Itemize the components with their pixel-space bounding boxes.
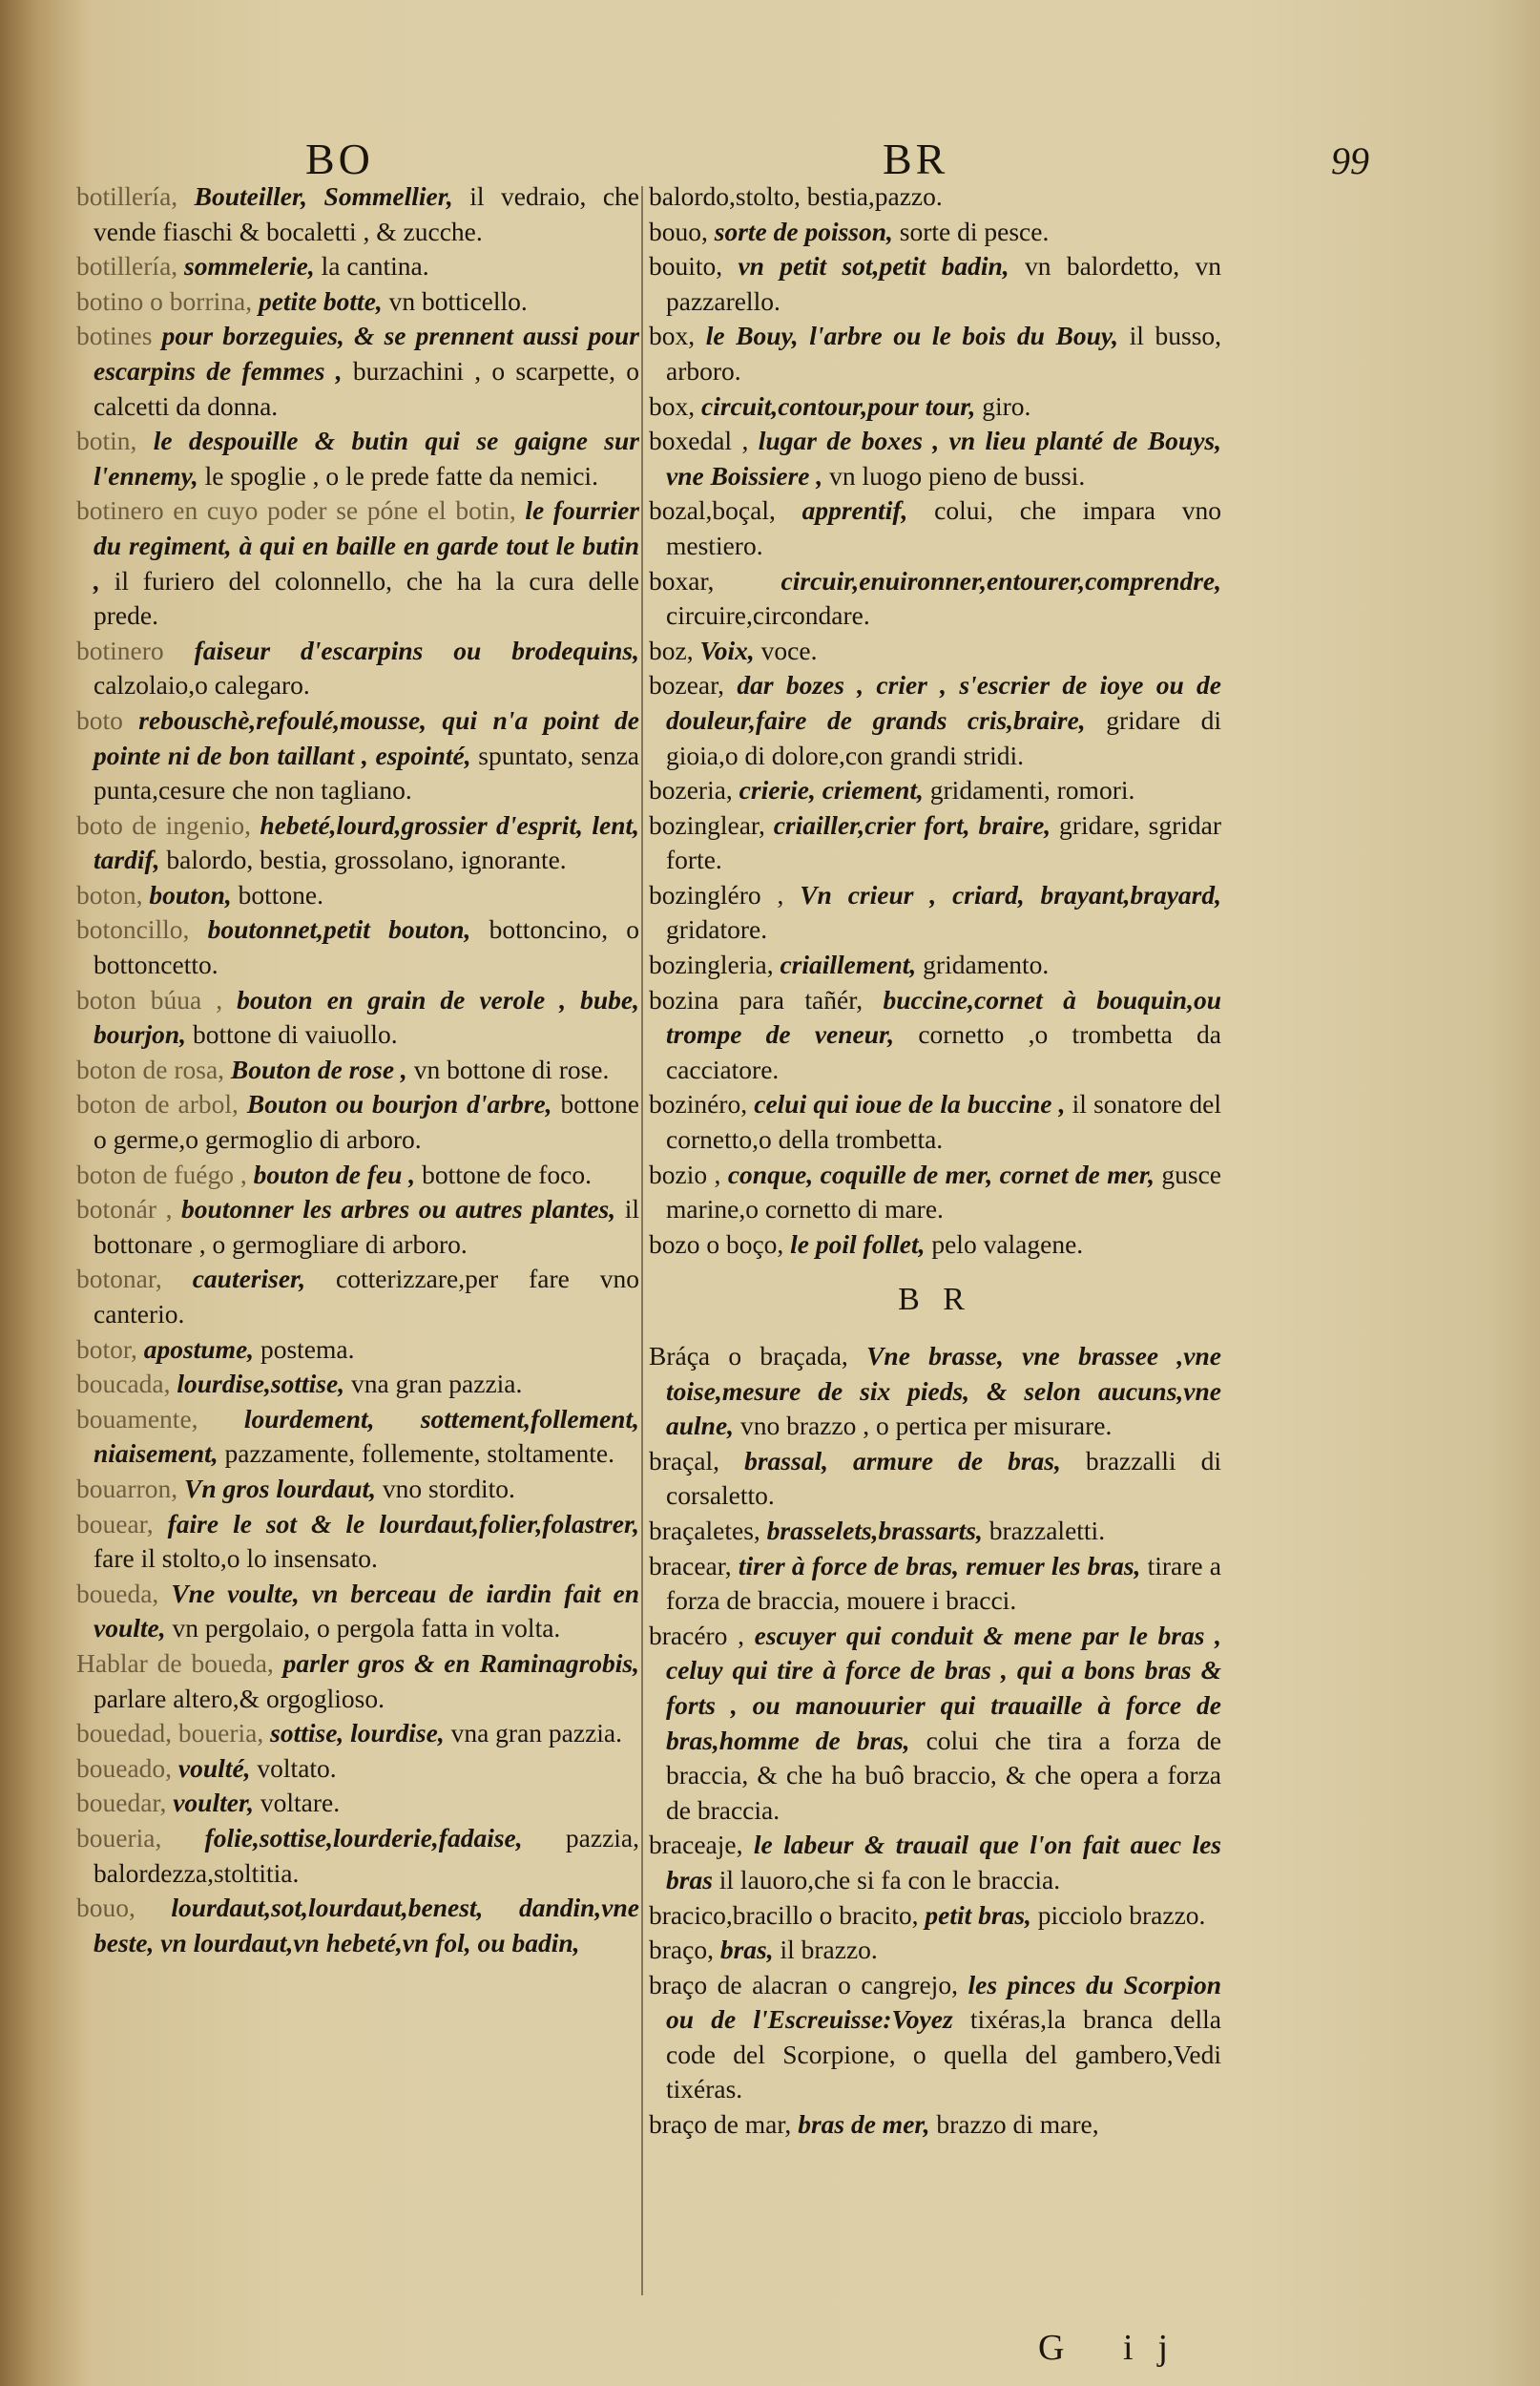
dictionary-entry: [76, 493, 639, 633]
dictionary-entry: [649, 179, 1221, 215]
headword: bozinglear,: [649, 809, 765, 840]
dictionary-entry: [649, 983, 1221, 1088]
italian-gloss: gusce marine,o cornetto di mare.: [666, 1159, 1222, 1224]
dictionary-entry: [76, 1262, 639, 1331]
italian-gloss: pazzia, balordezza,stoltitia.: [94, 1822, 639, 1888]
french-gloss: boutonner les arbres ou autres plantes,: [181, 1194, 616, 1224]
headword: boton,: [76, 879, 143, 910]
dictionary-entry: [76, 1786, 639, 1821]
italian-gloss: balordo,stolto, bestia,pazzo.: [649, 181, 943, 211]
italian-gloss: gridare di gioia,o di dolore,con grandi stridi.: [666, 704, 1222, 770]
headword: boton de fuégo ,: [76, 1159, 247, 1189]
french-gloss: sommelerie,: [184, 251, 315, 282]
dictionary-entry: [649, 1828, 1221, 1897]
headword: bracico,bracillo o bracito,: [649, 1899, 919, 1930]
italian-gloss: parlare altero,& orgoglioso.: [94, 1683, 385, 1713]
dictionary-entry: [76, 179, 639, 249]
right-column-br-entries: [649, 1339, 1221, 2143]
dictionary-entry: [649, 1898, 1221, 1934]
dictionary-entry: [649, 668, 1221, 773]
headword: botonar,: [76, 1264, 162, 1294]
dictionary-entry: [649, 215, 1221, 250]
dictionary-entry: [649, 1549, 1221, 1619]
headword: botino o borrina,: [76, 285, 253, 316]
french-gloss: le labeur & trauail que l'on fait auec les bras: [666, 1830, 1221, 1894]
dictionary-entry: [76, 878, 639, 913]
headword: bouo,: [76, 1893, 135, 1923]
dictionary-entry: [649, 564, 1221, 634]
french-gloss: voulté,: [177, 1752, 251, 1783]
french-gloss: bras de mer,: [798, 2109, 930, 2140]
dictionary-entry: [649, 1933, 1221, 1968]
french-gloss: faire le sot & le lourdaut,folier,folastrer,: [167, 1508, 640, 1538]
headword: botinero en cuyo poder se póne el botin,: [76, 495, 516, 526]
headword: Bráça o braçada,: [649, 1341, 848, 1371]
italian-gloss: picciolo brazzo.: [1037, 1899, 1206, 1930]
headword: botinero: [76, 635, 164, 665]
dictionary-entry: [76, 1751, 639, 1787]
french-gloss: bouton en grain de verole , bube, bourjon,: [94, 984, 640, 1050]
signature-mark: G ij: [1038, 2328, 1194, 2368]
headword: braceaje,: [649, 1830, 743, 1860]
italian-gloss: circuire,circondare.: [666, 600, 870, 631]
italian-gloss: vno brazzo , o pertica per misurare.: [739, 1411, 1113, 1441]
headword: bozal,boçal,: [649, 495, 776, 526]
headword: bouito,: [649, 251, 723, 282]
french-gloss: lugar de boxes , vn lieu planté de Bouys, vne Boissiere ,: [666, 426, 1222, 491]
french-gloss: lourdement, sottement,follement, niaisement,: [94, 1403, 639, 1469]
french-gloss: buccine,cornet à bouquin,ou trompe de veneur,: [666, 984, 1221, 1050]
italian-gloss: voltare.: [260, 1788, 341, 1818]
french-gloss: escuyer qui conduit & mene par le bras , celuy qui tire à force de bras , qui a bons bras & forts , ou manouurier qui trauaille à force de bras,homme de bras,: [666, 1620, 1221, 1755]
headword: braço de alacran o cangrejo,: [649, 1969, 958, 1999]
french-gloss: petite botte,: [258, 285, 383, 316]
french-gloss: bras,: [719, 1935, 774, 1965]
dictionary-entry: [76, 249, 639, 284]
french-gloss: Bouteiller, Sommellier,: [194, 181, 453, 211]
dictionary-entry: [649, 1619, 1221, 1829]
italian-gloss: vna gran pazzia.: [450, 1718, 623, 1748]
italian-gloss: voltato.: [257, 1752, 337, 1783]
page-number: 99: [1331, 139, 1369, 182]
italian-gloss: cotterizzare,per fare vno canterio.: [94, 1264, 639, 1329]
dictionary-entry: [649, 1339, 1221, 1444]
dictionary-entry: [76, 1367, 639, 1402]
french-gloss: criailler,crier fort, braire,: [773, 809, 1051, 840]
italian-gloss: vna gran pazzia.: [350, 1369, 523, 1399]
french-gloss: le despouille & butin qui se gaigne sur l'ennemy,: [94, 426, 639, 491]
running-head-right: BR: [883, 135, 949, 183]
french-gloss: bouton,: [149, 879, 232, 910]
italian-gloss: tixéras,la branca della code del Scorpione, o quella del gambero,Vedi tixéras.: [666, 2004, 1221, 2104]
french-gloss: boutonnet,petit bouton,: [207, 914, 471, 945]
headword: boz,: [649, 635, 694, 665]
running-head-left: BO: [305, 135, 374, 183]
french-gloss: rebouschè,refoulé,mousse, qui n'a point de pointe ni de bon taillant , espointé,: [94, 704, 640, 770]
french-gloss: sorte de poisson,: [714, 216, 893, 246]
headword: bouamente,: [76, 1403, 198, 1434]
italian-gloss: il bottonare , o germogliare di arboro.: [94, 1194, 639, 1259]
french-gloss: criaillement,: [780, 950, 917, 980]
right-column: [649, 179, 1221, 2143]
headword: Hablar de boueda,: [76, 1647, 274, 1678]
dictionary-entry: [649, 634, 1221, 669]
dictionary-entry: [76, 1087, 639, 1157]
french-gloss: circuit,contour,pour tour,: [701, 390, 976, 421]
italian-gloss: il brazzo.: [780, 1935, 878, 1965]
dictionary-entry: [649, 1968, 1221, 2107]
dictionary-entry: [649, 1227, 1221, 1263]
headword: boueado,: [76, 1752, 173, 1783]
dictionary-entry: [76, 1192, 639, 1262]
headword: botor,: [76, 1333, 137, 1364]
dictionary-entry: [76, 1507, 639, 1577]
dictionary-entry: [76, 808, 639, 878]
italian-gloss: giro.: [982, 390, 1031, 421]
italian-gloss: balordo, bestia, grossolano, ignorante.: [166, 845, 567, 875]
dictionary-entry: [76, 1821, 639, 1891]
dictionary-entry: [649, 2107, 1221, 2143]
headword: boueda,: [76, 1578, 159, 1608]
italian-gloss: colui che tira a forza de braccia, & che ha buô braccio, & che opera a forza de braccia.: [666, 1725, 1222, 1825]
headword: boueria,: [76, 1822, 162, 1852]
italian-gloss: il lauoro,che si fa con le braccia.: [718, 1864, 1061, 1894]
french-gloss: lourdaut,sot,lourdaut,benest, dandin,vne beste, vn lourdaut,vn hebeté,vn fol, ou badin,: [94, 1893, 639, 1957]
headword: boto: [76, 704, 123, 735]
headword: bouarron,: [76, 1473, 178, 1503]
headword: braçaletes,: [649, 1515, 760, 1545]
column-rule: [641, 186, 643, 2295]
dictionary-entry: [649, 249, 1221, 319]
dictionary-entry: [649, 319, 1221, 388]
headword: botin,: [76, 426, 137, 456]
dictionary-entry: [649, 1444, 1221, 1514]
italian-gloss: burzachini , o scarpette, o calcetti da donna.: [94, 355, 639, 421]
italian-gloss: spuntato, senza punta,cesure che non tagliano.: [94, 740, 640, 806]
headword: bozeria,: [649, 775, 733, 806]
dictionary-entry: [649, 1514, 1221, 1549]
dictionary-entry: [76, 1577, 639, 1646]
headword: bozear,: [649, 670, 725, 701]
italian-gloss: bottone.: [238, 879, 323, 910]
italian-gloss: vn pergolaio, o pergola fatta in volta.: [172, 1613, 561, 1643]
headword: bracear,: [649, 1550, 732, 1580]
french-gloss: lourdise,sottise,: [177, 1369, 345, 1399]
french-gloss: sottise, lourdise,: [270, 1718, 445, 1748]
headword: botoncillo,: [76, 914, 190, 945]
dictionary-entry: [649, 424, 1221, 493]
italian-gloss: gridamento.: [923, 950, 1050, 980]
french-gloss: Bouton ou bourjon d'arbre,: [246, 1089, 552, 1120]
dictionary-entry: [649, 948, 1221, 983]
italian-gloss: vn bottone di rose.: [413, 1054, 610, 1084]
french-gloss: conque, coquille de mer, cornet de mer,: [727, 1159, 1155, 1189]
french-gloss: dar bozes , crier , s'escrier de ioye ou de douleur,faire de grands cris,braire,: [666, 670, 1221, 735]
headword: boxar,: [649, 565, 715, 596]
french-gloss: hebeté,lourd,grossier d'esprit, lent, tardif,: [94, 809, 639, 875]
dictionary-entry: [76, 634, 639, 703]
french-gloss: pour borzeguies, & se prennent aussi pour escarpins de femmes ,: [94, 321, 639, 386]
headword: box,: [649, 321, 696, 351]
headword: boton de rosa,: [76, 1054, 225, 1084]
dictionary-entry: [649, 493, 1221, 563]
italian-gloss: le spoglie , o le prede fatte da nemici.: [204, 460, 598, 491]
italian-gloss: cornetto ,o trombetta da cacciatore.: [666, 1019, 1222, 1084]
french-gloss: faiseur d'escarpins ou brodequins,: [194, 635, 639, 665]
french-gloss: crierie, criement,: [739, 775, 924, 806]
italian-gloss: voce.: [760, 635, 818, 665]
left-column: [76, 179, 639, 1960]
italian-gloss: bottone de foco.: [422, 1159, 592, 1189]
french-gloss: apostume,: [143, 1333, 255, 1364]
headword: botines: [76, 321, 153, 351]
french-gloss: bouton de feu ,: [253, 1159, 416, 1189]
italian-gloss: pazzamente, follemente, stoltamente.: [224, 1438, 615, 1469]
dictionary-entry: [76, 1158, 639, 1193]
french-gloss: tirer à force de bras, remuer les bras,: [738, 1550, 1141, 1580]
dictionary-entry: [76, 703, 639, 808]
french-gloss: petit bras,: [925, 1899, 1031, 1930]
dictionary-entry: [76, 983, 639, 1053]
headword: botonár ,: [76, 1194, 173, 1224]
dictionary-entry: [76, 1891, 639, 1960]
italian-gloss: calzolaio,o calegaro.: [94, 670, 310, 701]
french-gloss: voulter,: [173, 1788, 255, 1818]
headword: botillería,: [76, 181, 178, 211]
italian-gloss: gridare, sgridar forte.: [666, 809, 1222, 875]
dictionary-entry: [76, 1053, 639, 1088]
italian-gloss: il vedraio, che vende fiaschi & bocaletti , & zucche.: [94, 181, 639, 246]
headword: bracéro ,: [649, 1620, 744, 1650]
headword: botillería,: [76, 251, 178, 282]
french-gloss: le Bouy, l'arbre ou le bois du Bouy,: [705, 321, 1118, 351]
french-gloss: Vne voulte, vn berceau de iardin fait en voulte,: [94, 1578, 639, 1643]
dictionary-entry: [76, 284, 639, 320]
headword: bouedad, boueria,: [76, 1718, 264, 1748]
french-gloss: Voix,: [699, 635, 755, 665]
headword: box,: [649, 390, 696, 421]
headword: boucada,: [76, 1369, 171, 1399]
french-gloss: le fourrier du regiment, à qui en baille en garde tout le butin ,: [94, 495, 640, 596]
italian-gloss: brazzo di mare,: [936, 2109, 1099, 2140]
headword: braçal,: [649, 1445, 720, 1476]
dictionary-entry: [76, 1716, 639, 1751]
italian-gloss: vno stordito.: [382, 1473, 515, 1503]
headword: bozio ,: [649, 1159, 721, 1189]
italian-gloss: vn botticello.: [388, 285, 528, 316]
french-gloss: parler gros & en Raminagrobis,: [282, 1647, 640, 1678]
dictionary-entry: [76, 1472, 639, 1507]
headword: bozina para tañér,: [649, 984, 864, 1015]
dictionary-entry: [76, 424, 639, 493]
dictionary-entry: [649, 1158, 1221, 1227]
french-gloss: brasselets,brassarts,: [766, 1515, 983, 1545]
french-gloss: le poil follet,: [790, 1228, 926, 1259]
italian-gloss: la cantina.: [321, 251, 429, 282]
headword: bozo o boço,: [649, 1228, 784, 1259]
headword: bozingleria,: [649, 950, 774, 980]
italian-gloss: gridamenti, romori.: [929, 775, 1135, 806]
french-gloss: les pinces du Scorpion ou de l'Escreuisse:Voyez: [666, 1969, 1222, 2035]
french-gloss: vn petit sot,petit badin,: [738, 251, 1009, 282]
french-gloss: celui qui ioue de la buccine ,: [754, 1089, 1066, 1120]
dictionary-entry: [649, 773, 1221, 808]
headword: boton de arbol,: [76, 1089, 239, 1120]
headword: bouear,: [76, 1508, 154, 1538]
italian-gloss: bottone o germe,o germoglio di arboro.: [94, 1089, 640, 1155]
italian-gloss: vn luogo pieno de bussi.: [829, 460, 1086, 491]
right-column-entries: [649, 179, 1221, 1262]
headword: boto de ingenio,: [76, 809, 251, 840]
headword: braço de mar,: [649, 2109, 792, 2140]
italian-gloss: bottone di vaiuollo.: [192, 1019, 398, 1050]
italian-gloss: tirare a forza de braccia, mouere i bracci.: [666, 1550, 1221, 1616]
italian-gloss: bottoncino, o bottoncetto.: [94, 914, 639, 980]
italian-gloss: fare il stolto,o lo insensato.: [94, 1543, 378, 1574]
italian-gloss: colui, che impara vno mestiero.: [666, 495, 1221, 560]
italian-gloss: pelo valagene.: [931, 1228, 1084, 1259]
section-heading: B R: [898, 1282, 972, 1318]
dictionary-entry: [649, 808, 1221, 878]
french-gloss: Vn crieur , criard, brayant,brayard,: [800, 879, 1222, 910]
french-gloss: Bouton de rose ,: [230, 1054, 407, 1084]
italian-gloss: gridatore.: [666, 914, 768, 945]
italian-gloss: sorte di pesce.: [899, 216, 1050, 246]
italian-gloss: il furiero del colonnello, che ha la cura delle prede.: [94, 565, 639, 631]
headword: bouo,: [649, 216, 708, 246]
dictionary-entry: [76, 1646, 639, 1716]
dictionary-entry: [76, 912, 639, 982]
italian-gloss: il busso, arboro.: [666, 321, 1222, 386]
dictionary-entry: [649, 389, 1221, 425]
headword: bozinéro,: [649, 1089, 748, 1120]
italian-gloss: vn balordetto, vn pazzarello.: [666, 251, 1221, 316]
dictionary-entry: [649, 878, 1221, 948]
french-gloss: circuir,enuironner,entourer,comprendre,: [780, 565, 1221, 596]
headword: boton búua ,: [76, 984, 223, 1015]
headword: bozingléro ,: [649, 879, 784, 910]
french-gloss: folie,sottise,lourderie,fadaise,: [204, 1822, 523, 1852]
italian-gloss: postema.: [260, 1333, 355, 1364]
french-gloss: Vne brasse, vne brassee ,vne toise,mesure de six pieds, & selon aucuns,vne aulne,: [666, 1341, 1221, 1441]
french-gloss: apprentif,: [801, 495, 908, 526]
headword: bouedar,: [76, 1788, 167, 1818]
dictionary-entry: [76, 319, 639, 424]
italian-gloss: il sonatore del cornetto,o della trombetta.: [666, 1089, 1222, 1155]
french-gloss: brassal, armure de bras,: [744, 1445, 1061, 1476]
italian-gloss: brazzaletti.: [989, 1515, 1106, 1545]
headword: braço,: [649, 1935, 714, 1965]
dictionary-entry: [76, 1332, 639, 1368]
french-gloss: Vn gros lourdaut,: [184, 1473, 377, 1503]
headword: boxedal ,: [649, 426, 749, 456]
dictionary-entry: [76, 1402, 639, 1472]
french-gloss: cauteriser,: [192, 1264, 306, 1294]
italian-gloss: brazzalli di corsaletto.: [666, 1445, 1222, 1511]
dictionary-entry: [649, 1087, 1221, 1157]
